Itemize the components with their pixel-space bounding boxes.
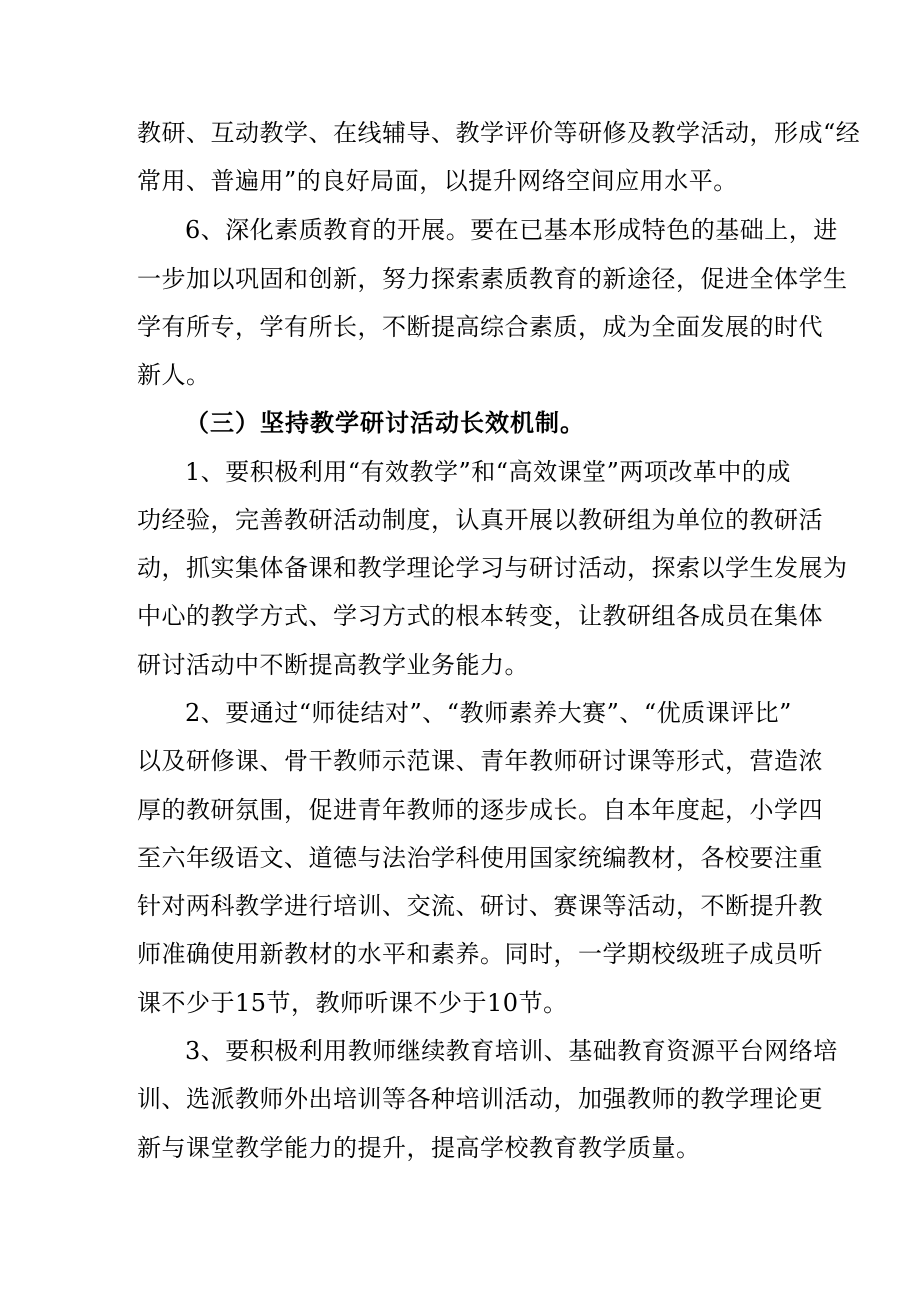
paragraph-line: 以及研修课、骨干教师示范课、青年教师研讨课等形式，营造浓 [137,747,823,775]
paragraph-line: 一步加以巩固和创新，努力探索素质教育的新途径，促进全体学生 [137,265,848,293]
paragraph-line: 动，抓实集体备课和教学理论学习与研讨活动，探索以学生发展为 [137,554,848,582]
paragraph-line: 课不少于15节，教师听课不少于10节。 [137,989,568,1017]
paragraph-line: 教研、互动教学、在线辅导、教学评价等研修及教学活动，形成“经 [137,119,861,147]
paragraph-line: 新人。 [137,361,211,389]
paragraph-line: 1、要积极利用“有效教学”和“高效课堂”两项改革中的成 [185,458,791,486]
paragraph-line: 研讨活动中不断提高教学业务能力。 [137,651,529,679]
paragraph-line: 新与课堂教学能力的提升，提高学校教育教学质量。 [137,1134,701,1162]
paragraph-line: 2、要通过“师徒结对”、“教师素养大赛”、“优质课评比” [185,699,792,727]
paragraph-line: 至六年级语文、道德与法治学科使用国家统编教材，各校要注重 [137,844,823,872]
paragraph-line: 常用、普遍用”的良好局面，以提升网络空间应用水平。 [137,167,738,195]
paragraph-line: 师准确使用新教材的水平和素养。同时，一学期校级班子成员听 [137,940,823,968]
paragraph-line: 学有所专，学有所长，不断提高综合素质，成为全面发展的时代 [137,313,823,341]
paragraph-line: 针对两科教学进行培训、交流、研讨、赛课等活动，不断提升教 [137,892,823,920]
paragraph-line: 中心的教学方式、学习方式的根本转变，让教研组各成员在集体 [137,602,823,630]
paragraph-line: 厚的教研氛围，促进青年教师的逐步成长。自本年度起，小学四 [137,796,823,824]
section-heading: （三）坚持教学研讨活动长效机制。 [185,408,585,437]
paragraph-line: 6、深化素质教育的开展。要在已基本形成特色的基础上，进 [185,216,838,244]
paragraph-line: 功经验，完善教研活动制度，认真开展以教研组为单位的教研活 [137,506,823,534]
paragraph-line: 3、要积极利用教师继续教育培训、基础教育资源平台网络培 [185,1037,838,1065]
paragraph-line: 训、选派教师外出培训等各种培训活动，加强教师的教学理论更 [137,1085,823,1113]
